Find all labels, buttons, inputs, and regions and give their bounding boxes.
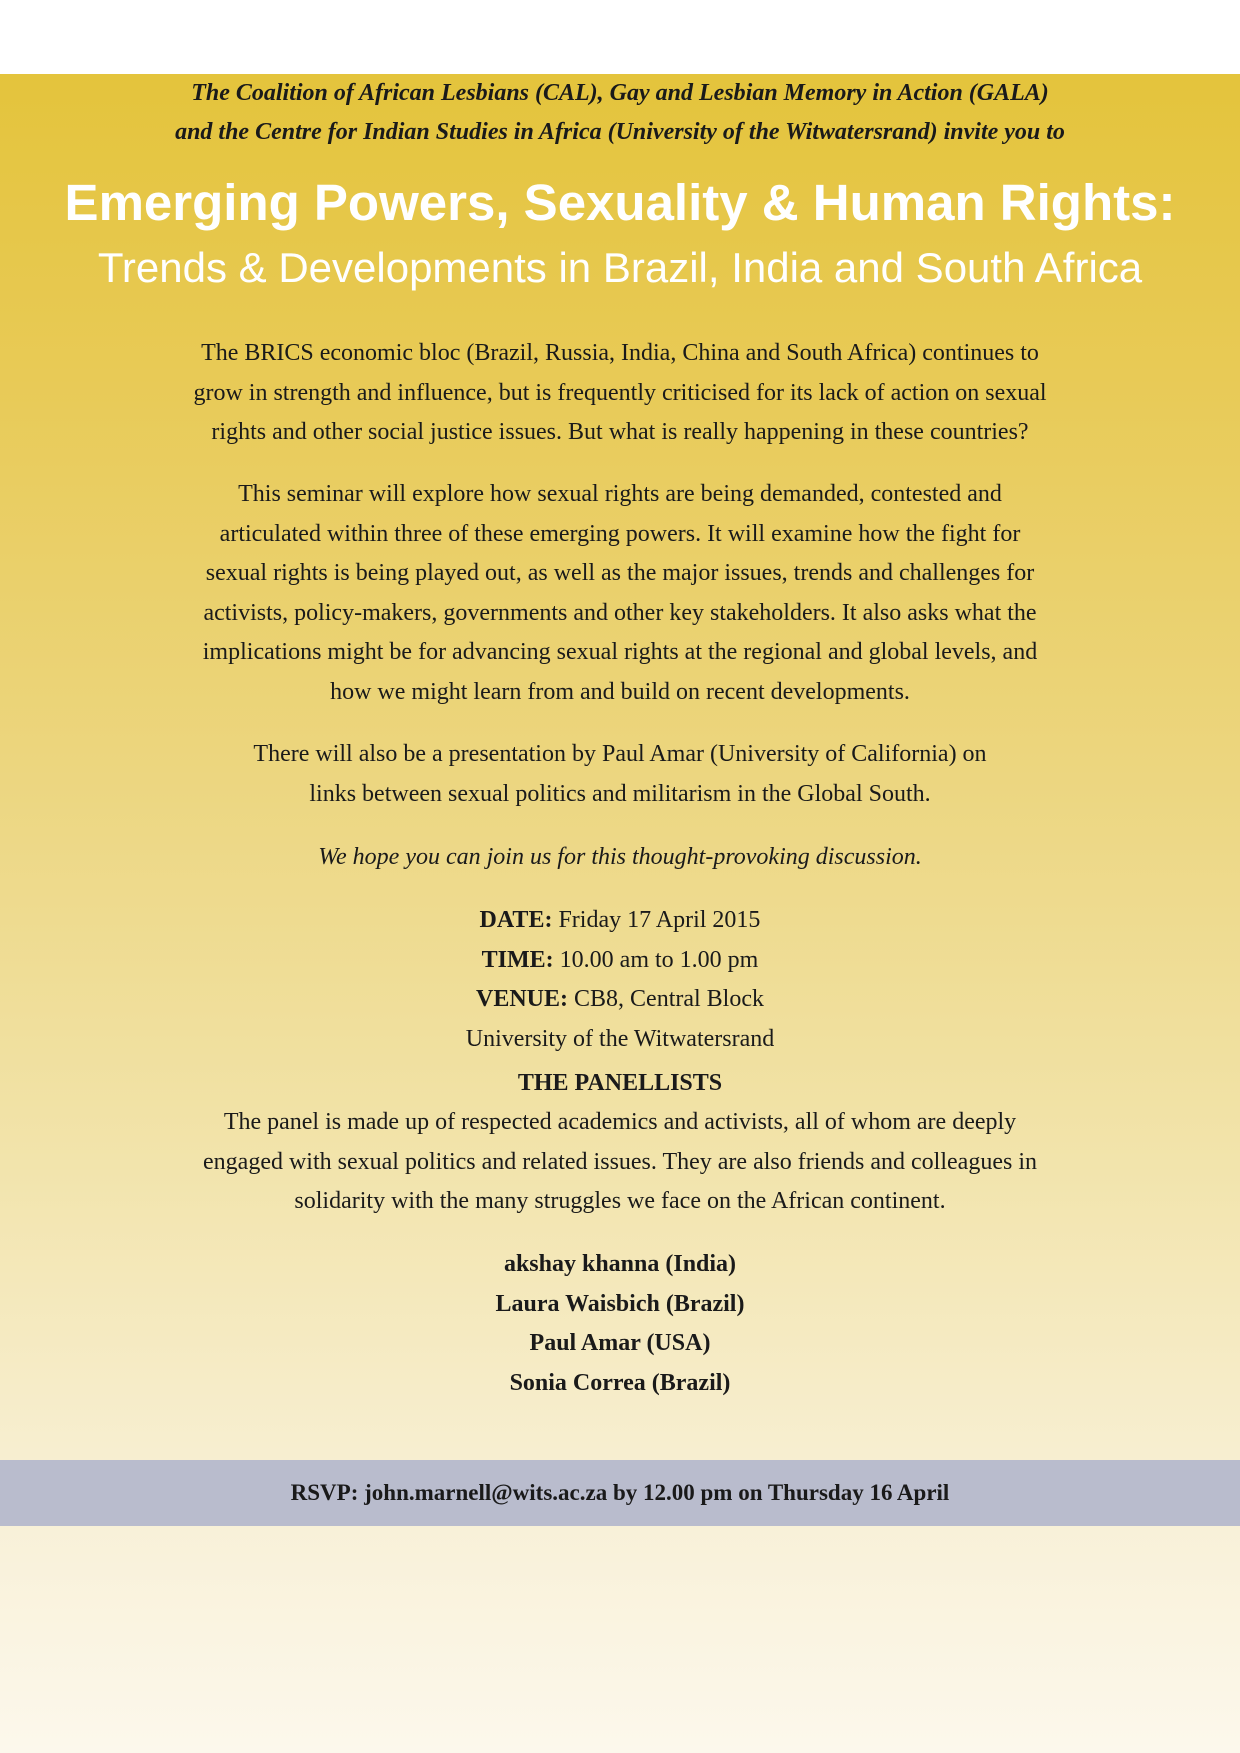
presentation-paragraph xyxy=(150,735,1090,814)
rsvp-label: RSVP: xyxy=(290,1480,359,1505)
venue-label: VENUE: xyxy=(476,986,569,1012)
time-value: 10.00 am to 1.00 pm xyxy=(559,946,759,973)
time-label: TIME: xyxy=(481,946,554,973)
date-value: Friday 17 April 2015 xyxy=(558,907,761,933)
event-title: Emerging Powers, Sexuality & Human Rights: xyxy=(64,174,1176,231)
panel-description xyxy=(150,1103,1090,1222)
date-line xyxy=(300,901,940,941)
panellist-name: Sonia Correa (Brazil) xyxy=(509,1369,731,1396)
rsvp-deadline: by 12.00 pm on Thursday 16 April xyxy=(612,1480,950,1505)
date-label: DATE: xyxy=(479,907,553,933)
brics-paragraph xyxy=(150,334,1090,453)
seminar-paragraph xyxy=(150,475,1090,712)
invitation-intro xyxy=(60,74,1180,152)
panellist-list xyxy=(300,1245,940,1403)
intro-line: and the Centre for Indian Studies in Africa (University of the Witwatersrand) invite you to xyxy=(175,119,1065,145)
paragraph-line: grow in strength and influence, but is frequently criticised for its lack of action on sexual xyxy=(193,379,1047,406)
paragraph-line: articulated within three of these emerging powers. It will examine how the fight for xyxy=(219,520,1021,547)
venue-line xyxy=(300,980,940,1020)
paragraph-line: activists, policy-makers, governments and other key stakeholders. It also asks what the xyxy=(203,599,1037,626)
panellist-name: akshay khanna (India) xyxy=(503,1251,737,1277)
paragraph-line: engaged with sexual politics and related issues. They are also friends and colleagues in xyxy=(203,1148,1037,1175)
paragraph-line: solidarity with the many struggles we face on the African continent. xyxy=(294,1188,946,1214)
event-subtitle: Trends & Developments in Brazil, India and South Africa xyxy=(97,244,1143,291)
paragraph-line: sexual rights is being played out, as well as the major issues, trends and challenges for xyxy=(205,560,1035,586)
panellist-name: Laura Waisbich (Brazil) xyxy=(495,1290,745,1317)
event-details xyxy=(300,901,940,1059)
paragraph-line: links between sexual politics and militarism in the Global South. xyxy=(309,780,931,807)
rsvp-email[interactable]: john.marnell@wits.ac.za xyxy=(364,1480,608,1505)
invitation-closing: We hope you can join us for this thought-provoking discussion. xyxy=(318,844,922,870)
panellist-name: Paul Amar (USA) xyxy=(529,1330,711,1356)
panellists-heading: THE PANELLISTS xyxy=(517,1070,723,1096)
venue-institution: University of the Witwatersrand xyxy=(465,1025,775,1052)
paragraph-line: implications might be for advancing sexual rights at the regional and global levels, and xyxy=(202,639,1038,665)
paragraph-line: how we might learn from and build on recent developments. xyxy=(330,678,910,705)
paragraph-line: The panel is made up of respected academics and activists, all of whom are deeply xyxy=(223,1109,1017,1135)
venue-value: CB8, Central Block xyxy=(574,986,764,1012)
time-line xyxy=(300,941,940,981)
rsvp-line xyxy=(0,1474,1240,1512)
intro-line: The Coalition of African Lesbians (CAL), Gay and Lesbian Memory in Action (GALA) xyxy=(191,80,1049,106)
paragraph-line: There will also be a presentation by Paul Amar (University of California) on xyxy=(253,741,987,767)
paragraph-line: This seminar will explore how sexual rights are being demanded, contested and xyxy=(238,481,1002,507)
paragraph-line: The BRICS economic bloc (Brazil, Russia, India, China and South Africa) continues to xyxy=(201,340,1039,366)
paragraph-line: rights and other social justice issues. But what is really happening in these countries? xyxy=(211,419,1029,445)
